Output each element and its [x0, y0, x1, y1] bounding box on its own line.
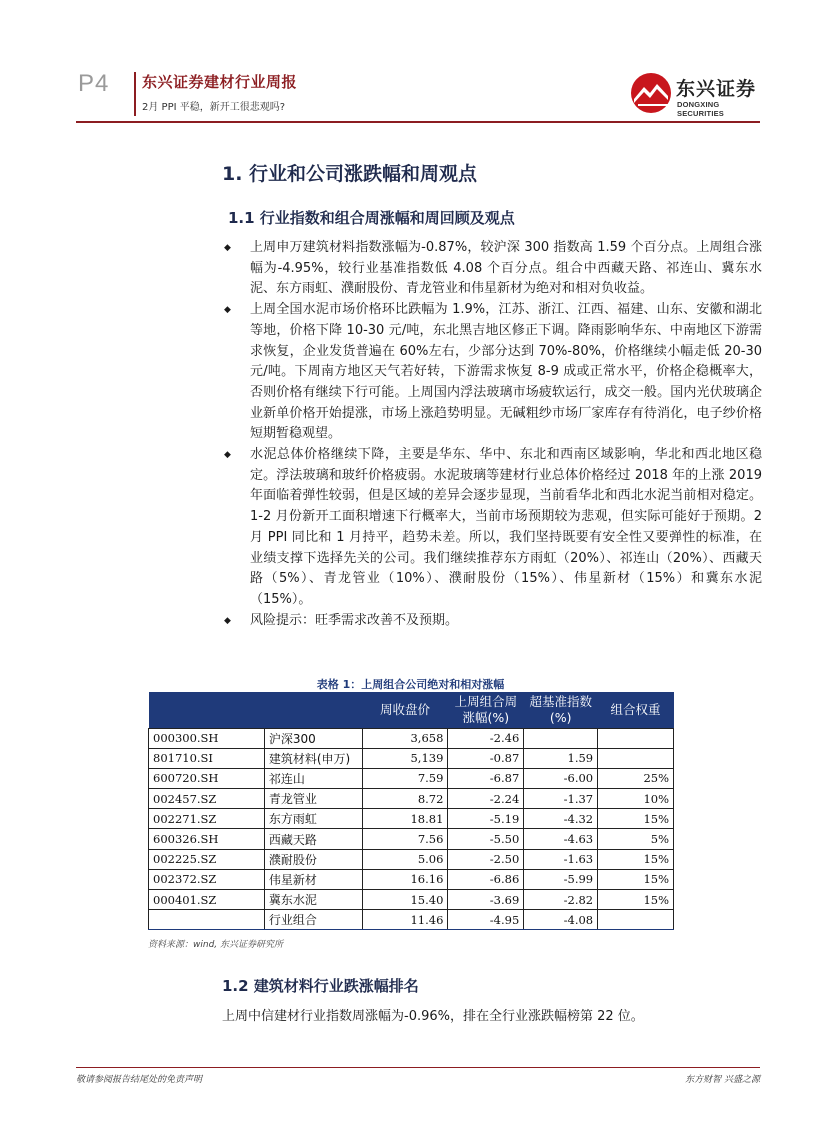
- page-number: P4: [78, 70, 110, 97]
- table-cell: [149, 910, 265, 930]
- table-cell: -2.50: [448, 849, 524, 869]
- table-cell: 15.40: [362, 890, 448, 910]
- header-rule: [76, 121, 760, 123]
- table-cell: 青龙管业: [264, 789, 362, 809]
- bullet-list: [222, 238, 762, 631]
- table-cell: -2.46: [448, 728, 524, 748]
- table-cell: 15%: [598, 869, 674, 889]
- table-cell: -4.32: [524, 809, 598, 829]
- page-header: [0, 0, 827, 125]
- bullet-item: ◆ 上周全国水泥市场价格环比跌幅为 1.9%，江苏、浙江、江西、福建、山东、安徽和湖北等地，价格下降 10-30 元/吨，东北黑吉地区修正下调。降雨影响华东、中南地区下游需求恢复，企业发货普遍在 60%左右，少部分达到 70%-80%，价格继续小幅走低 20-30 元/吨。下周南方地区天气若好转，下游需求恢复 8-9 成或正常水平，价格企稳概率大，否则价格有继续下行可能。上周国内浮法玻璃市场疲软运行，成交一般。国内光伏玻璃企业新单价格开始提涨，市场上涨趋势明显。无碱粗纱市场厂家库存有待消化，电子纱价格短期暂稳观望。: [224, 302, 762, 442]
- table-cell: 16.16: [362, 869, 448, 889]
- table-cell: 002457.SZ: [149, 789, 265, 809]
- table-cell: [598, 910, 674, 930]
- paragraph: 上周中信建材行业指数周涨幅为-0.96%，排在全行业涨跌幅榜第 22 位。: [222, 1009, 644, 1024]
- table-cell: 801710.SI: [149, 748, 265, 768]
- portfolio-table: [148, 692, 674, 930]
- table-row: [149, 748, 674, 768]
- table-cell: -3.69: [448, 890, 524, 910]
- footer-slogan: 东方财智 兴盛之源: [685, 1075, 760, 1085]
- table-cell: 600720.SH: [149, 768, 265, 788]
- table-cell: 10%: [598, 789, 674, 809]
- table-row: [149, 849, 674, 869]
- table-cell: -6.86: [448, 869, 524, 889]
- table-cell: 18.81: [362, 809, 448, 829]
- table-cell: -6.00: [524, 768, 598, 788]
- table-cell: -1.63: [524, 849, 598, 869]
- table-cell: 002225.SZ: [149, 849, 265, 869]
- table-cell: 600326.SH: [149, 829, 265, 849]
- table-cell: 5,139: [362, 748, 448, 768]
- table-row: [149, 768, 674, 788]
- table-header: [264, 692, 362, 728]
- table-cell: 7.56: [362, 829, 448, 849]
- table-cell: 25%: [598, 768, 674, 788]
- table-header-row: [149, 692, 674, 728]
- table-cell: -6.87: [448, 768, 524, 788]
- report-subtitle: 2月 PPI 平稳，新开工很悲观吗?: [142, 102, 286, 113]
- table-cell: 东方雨虹: [264, 809, 362, 829]
- table-cell: 11.46: [362, 910, 448, 930]
- bullet-diamond-icon: ◆: [224, 305, 231, 316]
- table-cell: 000300.SH: [149, 728, 265, 748]
- table-cell: 000401.SZ: [149, 890, 265, 910]
- table-header: 周收盘价: [362, 692, 448, 728]
- table-cell: 濮耐股份: [264, 849, 362, 869]
- table-cell: -2.82: [524, 890, 598, 910]
- bullet-item: ◆ 风险提示：旺季需求改善不及预期。: [222, 611, 762, 632]
- table-cell: -5.99: [524, 869, 598, 889]
- table-header: [149, 692, 265, 728]
- table-cell: 15%: [598, 890, 674, 910]
- company-logo: [630, 70, 760, 118]
- section-heading-1-1: 1.1 行业指数和组合周涨幅和周回顾及观点: [228, 209, 515, 227]
- table-cell: -5.19: [448, 809, 524, 829]
- bullet-diamond-icon: ◆: [224, 243, 231, 253]
- table-cell: 伟星新材: [264, 869, 362, 889]
- table-header: 超基准指数(%): [524, 692, 598, 728]
- table-row: [149, 809, 674, 829]
- bullet-diamond-icon: ◆: [224, 450, 231, 461]
- logo-mark-icon: [630, 72, 672, 114]
- table-cell: 5%: [598, 829, 674, 849]
- table-row: [149, 890, 674, 910]
- table-source: 资料来源：wind, 东兴证券研究所: [148, 940, 284, 950]
- table-cell: -1.37: [524, 789, 598, 809]
- bullet-item: ◆ 上周申万建筑材料指数涨幅为-0.87%，较沪深 300 指数高 1.59 个百分点。上周组合涨幅为-4.95%，较行业基准指数低 4.08 个百分点。组合中西藏天路、祁连山、冀东水泥、东方雨虹、濮耐股份、青龙管业和伟星新材为绝对和相对负收益。: [224, 240, 762, 297]
- table-row: [149, 869, 674, 889]
- table-cell: 002271.SZ: [149, 809, 265, 829]
- table-cell: 沪深300: [264, 728, 362, 748]
- table-cell: 行业组合: [264, 910, 362, 930]
- table-cell: [524, 728, 598, 748]
- section-heading-1-2: 1.2 建筑材料行业跌涨幅排名: [222, 977, 419, 995]
- table-cell: 8.72: [362, 789, 448, 809]
- table-cell: -4.08: [524, 910, 598, 930]
- table-cell: 西藏天路: [264, 829, 362, 849]
- table-row-total: [149, 910, 674, 930]
- report-title: 东兴证券建材行业周报: [142, 73, 298, 91]
- footer-rule: [76, 1067, 760, 1068]
- table-cell: [598, 728, 674, 748]
- table-header: 组合权重: [598, 692, 674, 728]
- footer-disclaimer: 敬请参阅报告结尾处的免责声明: [76, 1075, 203, 1085]
- table-cell: 1.59: [524, 748, 598, 768]
- table-row: [149, 728, 674, 748]
- table-cell: -2.24: [448, 789, 524, 809]
- table-cell: -4.95: [448, 910, 524, 930]
- table-cell: -5.50: [448, 829, 524, 849]
- table-cell: 5.06: [362, 849, 448, 869]
- header-divider: [134, 72, 136, 116]
- logo-text-en: DONGXING SECURITIES: [677, 100, 725, 118]
- bullet-item: ◆ 水泥总体价格继续下降，主要是华东、华中、东北和西南区域影响，华北和西北地区稳定。浮法玻璃和玻纤价格疲弱。水泥玻璃等建材行业总体价格经过 2018 年的上涨 2019 年面临着弹性较弱，但是区域的差异会逐步显现，当前看华北和西北水泥当前相对稳定。1-2 月份新开工面积增速下行概率大，当前市场预期较为悲观，但实际可能好于预期。2 月 PPI 同比和 1 月持平，趋势未差。所以，我们坚持既要有安全性又要弹性的标准，在业绩支撑下选择先关的公司。我们继续推荐东方雨虹（20%）、祁连山（20%）、西藏天路（5%）、青龙管业（10%）、濮耐股份（15%）、伟星新材（15%）和冀东水泥（15%）。: [224, 447, 762, 607]
- table-header: 上周组合周涨幅(%): [448, 692, 524, 728]
- table-cell: 冀东水泥: [264, 890, 362, 910]
- table-cell: 7.59: [362, 768, 448, 788]
- bullet-diamond-icon: ◆: [224, 615, 231, 626]
- table-cell: -0.87: [448, 748, 524, 768]
- table-row: [149, 789, 674, 809]
- table-cell: 3,658: [362, 728, 448, 748]
- section-heading-1: 1. 行业和公司涨跌幅和周观点: [222, 163, 478, 185]
- table-cell: -4.63: [524, 829, 598, 849]
- table-cell: 002372.SZ: [149, 869, 265, 889]
- table-cell: 建筑材料(申万): [264, 748, 362, 768]
- logo-text: 东兴证券: [676, 78, 757, 100]
- table-caption: 表格 1：上周组合公司绝对和相对涨幅: [316, 678, 505, 691]
- table-cell: 15%: [598, 849, 674, 869]
- table-cell: 15%: [598, 809, 674, 829]
- table-cell: [598, 748, 674, 768]
- table-row: [149, 829, 674, 849]
- table-cell: 祁连山: [264, 768, 362, 788]
